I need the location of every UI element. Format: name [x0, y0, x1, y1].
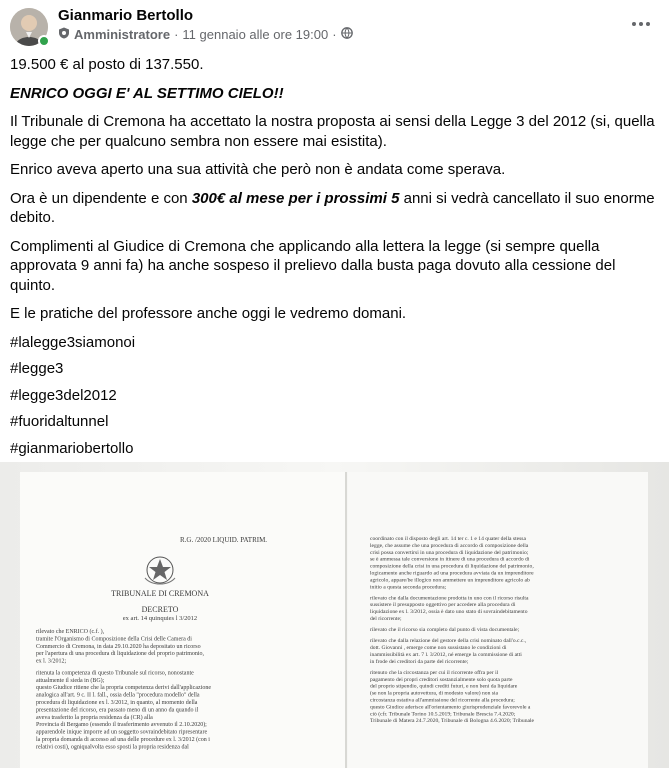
doc-right-line: ciò (cfr. Tribunale Torino 10.5.2019; Tribunale Brescia 7.4.2020;: [370, 711, 516, 718]
post-paragraph: Il Tribunale di Cremona ha accettato la nostra proposta ai sensi della Legge 3 del 2012 (si, quella legge che per qualcuno sembra non essere mai esistita).: [10, 113, 655, 150]
post-meta: [58, 27, 353, 42]
doc-left-line: attualmente il sieda in (BG);: [36, 677, 105, 684]
doc-right-line: circostanza ostativa all'ammissione del ricorrente alla procedura;: [370, 697, 515, 704]
hashtag-link[interactable]: #gianmariobertollo: [10, 439, 134, 457]
doc-left-line: aveva trasferito la propria residenza da (CR) alla: [36, 714, 153, 721]
doc-right-line: ritenuto che la circostanza per cui il ricorrente offra per il: [370, 669, 499, 676]
doc-right-line: dott. Giovanni , emerge come non sussistano le condizioni di: [370, 645, 507, 652]
doc-court-name: TRIBUNALE DI CREMONA: [111, 589, 209, 598]
doc-right-line: del ricorrente;: [370, 616, 402, 623]
doc-left-line: analogica all'art. 9 c. II l. fall., ossia della "procedura modello" della: [36, 692, 200, 699]
globe-icon[interactable]: [341, 27, 353, 42]
post-paragraph: 19.500 € al posto di 137.550.: [10, 56, 204, 73]
author-name[interactable]: Gianmario Bertollo: [58, 7, 194, 24]
doc-right-line: rilevato che dalla documentazione prodotta in uno con il ricorso risulta: [370, 595, 529, 602]
more-options-button[interactable]: [626, 14, 656, 34]
doc-right-line: rilevato che dalla relazione del gestore della crisi nominato dall'o.c.c.,: [370, 638, 527, 645]
online-status-dot: [38, 35, 50, 47]
three-dots-icon: [632, 22, 636, 26]
doc-right-line: in frode dei creditori da parte del ricorrente;: [370, 658, 469, 665]
doc-left-line: ritenuta la competenza di questo Tribunale sul ricorso, nonostante: [36, 670, 194, 677]
doc-right-line: crisi possa convertirsi in una procedura di liquidazione del patrimonio;: [370, 549, 529, 556]
post-text: [10, 55, 662, 465]
doc-left-line: procedura di liquidazione ex l. 3/2012, in quanto, al momento della: [36, 700, 198, 707]
doc-right-line: initio a questa seconda procedura;: [370, 584, 447, 591]
hashtag-link[interactable]: #legge3: [10, 360, 64, 377]
post-timestamp[interactable]: 11 gennaio alle ore 19:00: [182, 27, 329, 42]
doc-rg-number: R.G. /2020 LIQUID. PATRIM.: [180, 536, 268, 544]
doc-left-line: rilevato che ENRICO (c.f. ),: [36, 629, 105, 635]
doc-right-line: inammissibilità ex art. 7 l. 3/2012, né emerge la commissione di atti: [370, 651, 522, 658]
doc-left-line: ex l. 3/2012;: [36, 658, 67, 665]
doc-right-line: pagamento dei propri creditori sostanzialmente solo quota parte: [370, 676, 513, 683]
role-label[interactable]: Amministratore: [74, 27, 171, 42]
post-headline: ENRICO OGGI E' AL SETTIMO CIELO!!: [10, 84, 284, 102]
court-decree-photo: [0, 462, 669, 768]
post-header: [0, 0, 669, 50]
doc-left-line: la propria domanda di accesso ad una delle procedure ex l. 3/2012 (con i: [36, 737, 210, 744]
doc-right-line: questo Giudice aderisce all'orientamento giurisprudenziale favorevole a: [370, 704, 531, 711]
doc-left-line: tramite l'Organismo di Composizione della Crisi delle Camera di: [36, 636, 192, 643]
doc-right-line: rilevato che il ricorso sia completo dal punto di vista documentale;: [370, 627, 520, 634]
post-paragraph: E le pratiche del professore anche oggi le vedremo domani.: [10, 305, 407, 322]
doc-right-line: liquidazione ex l. 3/2012, ossia è dato uno stato di sovraindebitamento: [370, 609, 528, 616]
doc-right-line: logicamente anche riguardo ad una procedura avviata da un imprenditore: [370, 570, 534, 577]
doc-left-line: presentazione del ricorso, era passato meno di un anno da quando il: [36, 707, 199, 714]
doc-left-page-text: [36, 628, 211, 750]
doc-left-line: relativi costi), ogniqualvolta esso sposti la propria residenza dal: [36, 744, 189, 751]
post-paragraph: Complimenti al Giudice di Cremona che applicando alla lettera la legge (si sempre quella approvata 9 anni fa) ha anche sospeso il prelievo dalla busta paga dovuto alla cessione del quinto.: [10, 237, 616, 294]
doc-right-line: composizione della crisi in una procedura di liquidazione del patrimonio,: [370, 563, 534, 570]
doc-title: DECRETO: [141, 605, 179, 614]
hashtag-link[interactable]: #fuoridaltunnel: [10, 413, 109, 430]
post-paragraph: Ora è un dipendente e con 300€ al mese per i prossimi 5 anni si vedrà cancellato il suo enorme debito.: [10, 189, 655, 226]
doc-right-line: coordinato con il disposto degli art. 14 ter c. 1 e 14 quater della stessa: [370, 536, 526, 542]
doc-left-line: per l'apertura di una procedura di liquidazione del proprio patrimonio,: [36, 651, 205, 658]
doc-left-line: questo Giudice ritiene che la propria competenza derivi dall'applicazione: [36, 685, 212, 692]
doc-right-line: (se non la propria autovettura, di modesto valore) non sia: [370, 690, 498, 697]
hashtag-link[interactable]: #legge3del2012: [10, 386, 117, 404]
doc-left-line: Commercio di Cremona, in data 29.10.2020 ha depositato un ricorso: [36, 643, 201, 650]
doc-right-line: Tribunale di Matera 24.7.2020, Tribunale di Bologna 4.6.2020; Tribunale: [370, 718, 535, 725]
hashtag-link[interactable]: #lalegge3siamonoi: [10, 333, 136, 351]
doc-subtitle: ex art. 14 quinquies l 3/2012: [122, 615, 198, 622]
doc-right-line: sussistere il presupposto oggettivo per accedere alla procedura di: [370, 602, 516, 609]
doc-right-line: del proprio stipendio, quindi crediti futuri, e non beni da liquidare: [370, 683, 518, 690]
post-photo[interactable]: [0, 462, 669, 768]
post-paragraph: Enrico aveva aperto una sua attività che però non è andata come sperava.: [10, 161, 506, 178]
doc-right-line: se è ammessa tale conversione in itinere di una procedura di accordo di: [370, 556, 530, 563]
meta-separator: ·: [174, 27, 179, 42]
meta-separator: ·: [332, 27, 337, 42]
shield-gear-icon: [58, 27, 70, 42]
doc-right-line: agricolo, appare/be illogico non ammettere un imprenditore agricolo ab: [370, 577, 530, 584]
doc-left-line: Provincia di Bergamo (essendo il trasferimento avvenuto il 2.10.2020);: [36, 722, 207, 729]
doc-right-line: legge, che assume che una procedura di accordo di composizione della: [370, 542, 529, 549]
doc-left-line: apparendole inique imporre ad un soggetto sovraindebitato ripresentare: [36, 729, 208, 736]
highlighted-amount: 300€ al mese per i prossimi 5: [191, 189, 400, 207]
